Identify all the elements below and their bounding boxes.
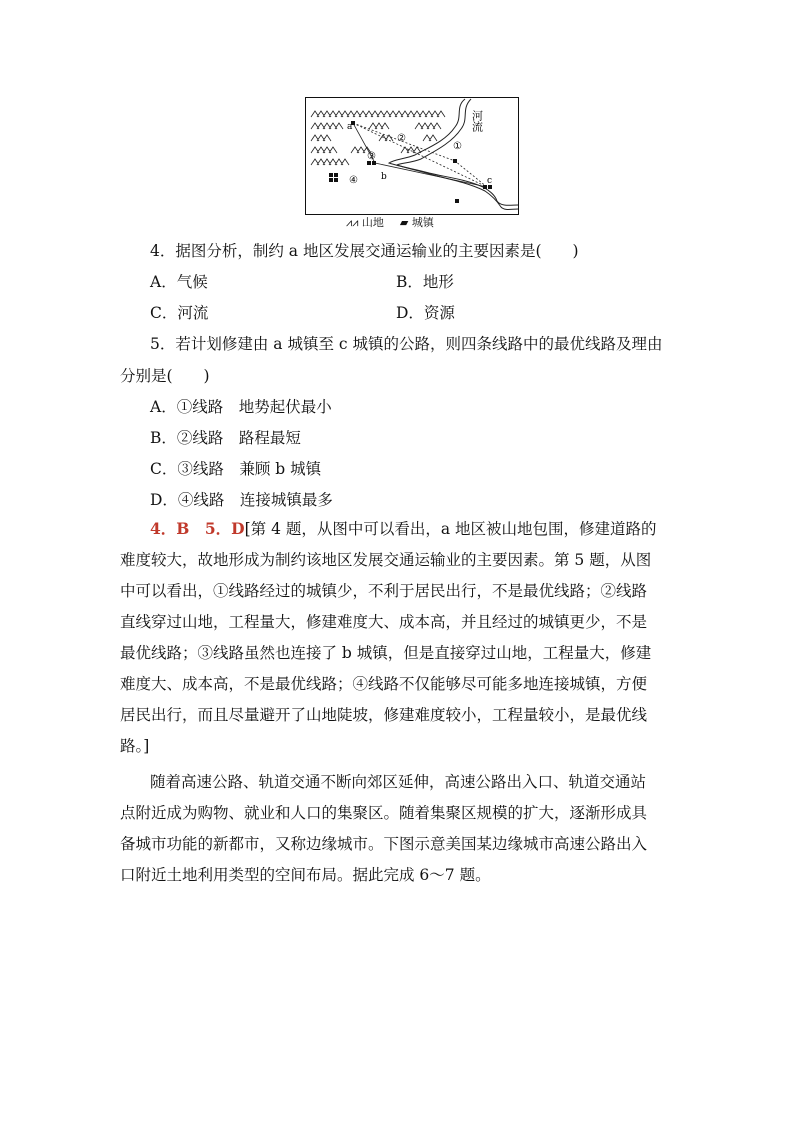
q5-option-c: C．③线路 兼顾 b 城镇 bbox=[150, 460, 322, 478]
intro-paragraph: 随着高速公路、轨道交通不断向郊区延伸，高速公路出入口、轨道交通站 点附近成为购物、就业和人口的集聚区。随着集聚区规模的扩大，逐渐形成具 备城市功能的新都市，又称边缘城市。下图示意美国某边缘城市高速公路出入 口附近土地利用类型的空间布局。据此完成 6～7 题。 bbox=[120, 773, 648, 884]
legend-town: ▰ 城镇 bbox=[399, 216, 434, 229]
q4-option-d: D．资源 bbox=[396, 304, 455, 322]
q4-option-c: C．河流 bbox=[150, 304, 209, 322]
map-label-c: c bbox=[487, 176, 493, 186]
map-label-route-1: ① bbox=[453, 141, 462, 152]
town-icon: ▰ bbox=[399, 216, 409, 229]
map-label-route-2: ② bbox=[397, 133, 406, 144]
map-label-route-3: ③ bbox=[367, 151, 376, 162]
map-label-route-4: ④ bbox=[349, 175, 358, 186]
q4-option-b: B．地形 bbox=[396, 273, 454, 291]
mountain-icon: ⩘⩘ bbox=[346, 216, 359, 229]
map-label-a: a bbox=[347, 122, 353, 132]
q5-stem-line1: 5．若计划修建由 a 城镇至 c 城镇的公路，则四条线路中的最优线路及理由 bbox=[150, 335, 663, 353]
q5-stem-line2: 分别是( ) bbox=[120, 367, 210, 385]
legend-mountain: ⩘⩘ 山地 bbox=[346, 216, 384, 229]
q5-option-b: B．②线路 路程最短 bbox=[150, 429, 301, 447]
answer-explanation: 4．B 5．D[第 4 题，从图中可以看出，a 地区被山地包围，修建道路的 难度较大，故地形成为制约该地区发展交通运输业的主要因素。第 5 题，从图 中可以看出，①线路经过的城镇少，不利于居民出行，不是最优线路；②线路 直线穿过山地，工程量大，修建难度大、成本高，并且经过的城镇更少，不是 最优线路；③线路虽然也连接了 b 城镇，但是直接穿过山地，工程量大，修建 难度大、成本高，不是最优线路；④线路不仅能够尽可能多地连接城镇，方便 居民出行，而且尽量避开了山地陡坡，修建难度较小，工程量较小，是最优线 路。] bbox=[120, 519, 657, 755]
q4-stem: 4．据图分析，制约 a 地区发展交通运输业的主要因素是( ) bbox=[150, 242, 579, 260]
q5-option-d: D．④线路 连接城镇最多 bbox=[150, 491, 333, 509]
map-label-river: 河流 bbox=[470, 110, 484, 132]
answer-key: 4．B 5．D bbox=[150, 519, 245, 538]
map-label-b: b bbox=[381, 172, 387, 182]
q4-option-a: A．气候 bbox=[150, 273, 208, 291]
map-legend bbox=[346, 214, 434, 230]
q5-option-a: A．①线路 地势起伏最小 bbox=[150, 398, 332, 416]
map-figure bbox=[305, 97, 519, 215]
